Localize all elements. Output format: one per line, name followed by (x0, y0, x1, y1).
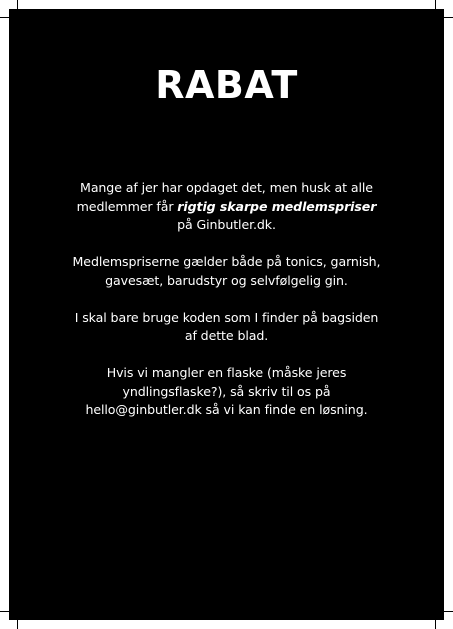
paragraph-line: Medlemspriserne gælder både på tonics, garnish, (72, 254, 381, 269)
crop-mark-bottom-left (17, 620, 18, 629)
paragraph-line: hello@ginbutler.dk så vi kan finde en løsning. (85, 402, 368, 417)
crop-mark-top-right (435, 0, 436, 9)
paragraph-line: på Ginbutler.dk. (177, 217, 276, 232)
paragraph-line: Mange af jer har opdaget det, men husk at alle (80, 180, 373, 195)
paragraph-prices (49, 253, 404, 290)
paragraph-line: medlemmer får (76, 198, 178, 214)
paragraph-line: I skal bare bruge koden som I finder på bagsiden (74, 309, 379, 325)
emphasis-text: rigtig skarpe medlemspriser (177, 198, 377, 214)
crop-mark-top-left (17, 0, 18, 9)
crop-mark-left-bottom (0, 611, 9, 612)
page-title: RABAT (155, 63, 298, 107)
crop-mark-right-bottom (444, 611, 453, 612)
paragraph-line: gavesæt, barudstyr og selvfølgelig gin. (105, 272, 348, 288)
paragraph-membership (49, 179, 404, 235)
crop-mark-right-top (444, 17, 453, 18)
paragraph-line: Hvis vi mangler en flaske (måske jeres (106, 365, 347, 380)
black-panel (9, 9, 444, 620)
paragraph-line: yndlingsflaske?), så skriv til os på (122, 383, 331, 399)
body-text (49, 179, 404, 438)
crop-mark-left-top (0, 17, 9, 18)
paragraph-code (49, 309, 404, 346)
paragraph-contact (49, 364, 404, 420)
crop-mark-bottom-right (435, 620, 436, 629)
paragraph-line: af dette blad. (184, 328, 269, 343)
